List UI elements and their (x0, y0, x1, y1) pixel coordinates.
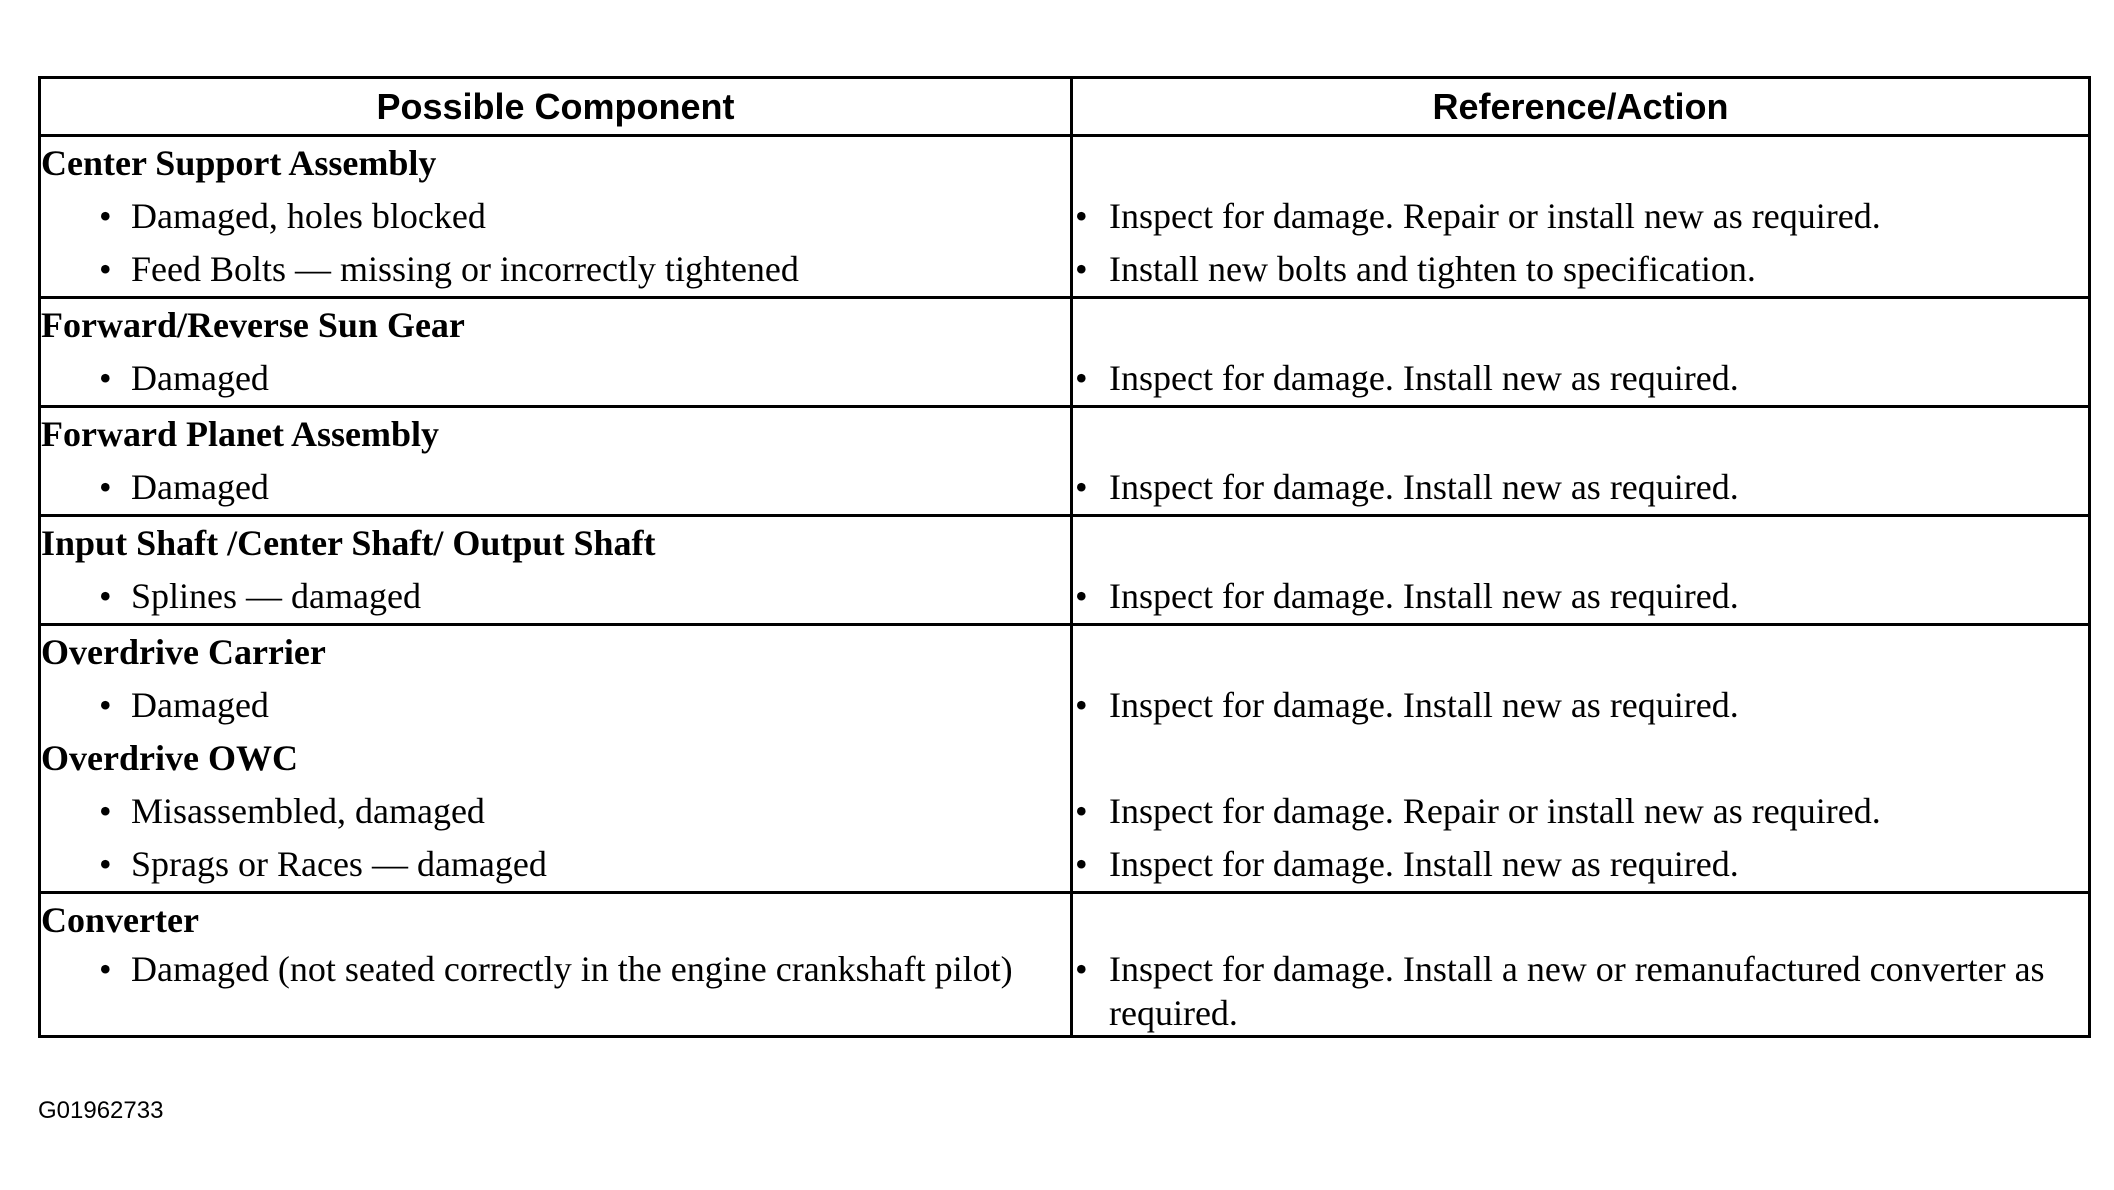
group-heading: Input Shaft /Center Shaft/ Output Shaft (41, 523, 656, 563)
bullet-icon: • (99, 249, 112, 289)
action-item (1073, 785, 2088, 838)
action-item (1073, 461, 2088, 514)
bullet-icon: • (1075, 685, 1088, 725)
bullet-icon: • (1075, 358, 1088, 398)
bullet-icon: • (99, 949, 112, 989)
component-item (41, 243, 1070, 296)
bullet-icon: • (1075, 249, 1088, 289)
component-item (41, 947, 1070, 1000)
action-cell (1072, 136, 2090, 298)
group-shafts (40, 516, 2090, 625)
action-text: Inspect for damage. Install a new or remanufactured converter as required. (1109, 949, 2045, 1033)
action-item (1073, 243, 2088, 296)
group-heading: Forward Planet Assembly (41, 414, 439, 454)
component-item (41, 570, 1070, 623)
bullet-icon: • (99, 685, 112, 725)
header-reference-action: Reference/Action (1072, 78, 2090, 136)
component-cell (40, 625, 1072, 893)
figure-id: G01962733 (38, 1097, 164, 1124)
component-text: Feed Bolts — missing or incorrectly tightened (131, 249, 799, 289)
action-text: Inspect for damage. Install new as required. (1109, 358, 1739, 398)
component-text: Damaged, holes blocked (131, 196, 486, 236)
component-item (41, 679, 1070, 732)
bullet-icon: • (1075, 949, 1088, 989)
component-item (41, 785, 1070, 838)
action-cell (1072, 893, 2090, 1037)
bullet-icon: • (1075, 844, 1088, 884)
bullet-icon: • (99, 196, 112, 236)
action-item (1073, 838, 2088, 891)
component-item (41, 352, 1070, 405)
bullet-icon: • (99, 576, 112, 616)
group-forward-reverse-sun-gear (40, 298, 2090, 407)
component-item (41, 461, 1070, 514)
bullet-icon: • (99, 358, 112, 398)
group-heading: Overdrive Carrier (41, 632, 326, 672)
component-cell (40, 136, 1072, 298)
action-item (1073, 352, 2088, 405)
action-cell (1072, 407, 2090, 516)
component-text: Splines — damaged (131, 576, 421, 616)
action-cell (1072, 516, 2090, 625)
bullet-icon: • (99, 791, 112, 831)
action-text: Install new bolts and tighten to specification. (1109, 249, 1756, 289)
group-converter (40, 893, 2090, 1037)
action-text: Inspect for damage. Repair or install new as required. (1109, 196, 1881, 236)
action-item (1073, 570, 2088, 623)
component-cell (40, 407, 1072, 516)
component-item (41, 838, 1070, 891)
action-text: Inspect for damage. Install new as required. (1109, 685, 1739, 725)
bullet-icon: • (99, 467, 112, 507)
action-item (1073, 190, 2088, 243)
component-text: Damaged (not seated correctly in the engine crankshaft pilot) (131, 949, 1013, 989)
component-item (41, 190, 1070, 243)
group-subheading: Overdrive OWC (41, 738, 298, 778)
action-text: Inspect for damage. Install new as required. (1109, 844, 1739, 884)
bullet-icon: • (1075, 576, 1088, 616)
action-text: Inspect for damage. Install new as required. (1109, 467, 1739, 507)
component-cell (40, 516, 1072, 625)
component-cell (40, 893, 1072, 1037)
action-cell (1072, 298, 2090, 407)
action-text: Inspect for damage. Repair or install new as required. (1109, 791, 1881, 831)
group-forward-planet-assembly (40, 407, 2090, 516)
header-possible-component: Possible Component (40, 78, 1072, 136)
header-row (40, 78, 2090, 136)
diagnostic-table (38, 76, 2091, 1038)
component-text: Damaged (131, 358, 269, 398)
bullet-icon: • (1075, 791, 1088, 831)
group-overdrive (40, 625, 2090, 893)
bullet-icon: • (1075, 467, 1088, 507)
group-heading: Center Support Assembly (41, 143, 437, 183)
action-item (1073, 679, 2088, 732)
bullet-icon: • (99, 844, 112, 884)
component-cell (40, 298, 1072, 407)
component-text: Sprags or Races — damaged (131, 844, 547, 884)
group-center-support-assembly (40, 136, 2090, 298)
group-heading: Forward/Reverse Sun Gear (41, 305, 465, 345)
action-cell (1072, 625, 2090, 893)
group-heading: Converter (41, 900, 199, 940)
component-text: Damaged (131, 467, 269, 507)
component-text: Damaged (131, 685, 269, 725)
bullet-icon: • (1075, 196, 1088, 236)
action-text: Inspect for damage. Install new as required. (1109, 576, 1739, 616)
action-item (1073, 947, 2088, 1035)
component-text: Misassembled, damaged (131, 791, 485, 831)
